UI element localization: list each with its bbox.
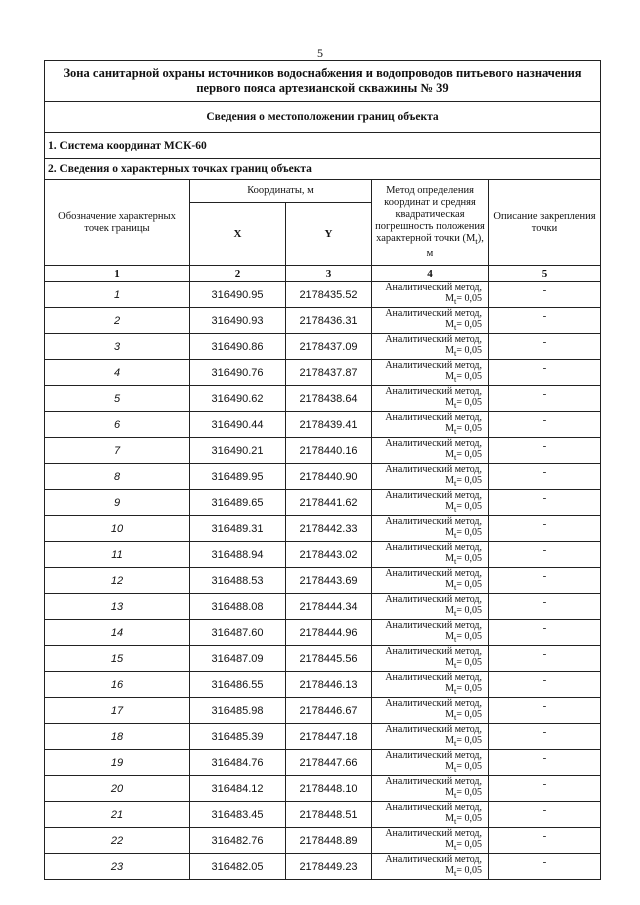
fixation-description: - xyxy=(489,594,601,620)
fixation-description: - xyxy=(489,438,601,464)
table-row xyxy=(45,438,601,464)
method-line: Аналитический метод, xyxy=(385,698,482,709)
coord-x: 316490.62 xyxy=(190,386,286,412)
coord-y: 2178445.56 xyxy=(286,646,372,672)
method-cell xyxy=(372,568,489,594)
coord-x: 316482.05 xyxy=(190,854,286,880)
coord-x: 316486.55 xyxy=(190,672,286,698)
coord-y: 2178440.90 xyxy=(286,464,372,490)
point-number: 9 xyxy=(45,490,190,516)
table-row xyxy=(45,776,601,802)
table-row xyxy=(45,464,601,490)
header-coordinates: Координаты, м xyxy=(190,180,372,203)
fixation-description: - xyxy=(489,750,601,776)
method-line: Аналитический метод, xyxy=(385,854,482,865)
table-row xyxy=(45,750,601,776)
method-line: Аналитический метод, xyxy=(385,594,482,605)
accuracy-line: $M_t= 0,05$ xyxy=(445,501,482,514)
method-cell xyxy=(372,646,489,672)
points-heading: 2. Сведения о характерных точках границ объекта xyxy=(45,159,601,180)
fixation-description: - xyxy=(489,308,601,334)
fixation-description: - xyxy=(489,646,601,672)
method-cell xyxy=(372,672,489,698)
coord-y: 2178438.64 xyxy=(286,386,372,412)
method-cell xyxy=(372,620,489,646)
coord-y: 2178439.41 xyxy=(286,412,372,438)
point-number: 5 xyxy=(45,386,190,412)
table-row xyxy=(45,828,601,854)
point-number: 14 xyxy=(45,620,190,646)
header-description: Описание закрепления точки xyxy=(489,180,601,266)
coord-y: 2178447.66 xyxy=(286,750,372,776)
method-line: Аналитический метод, xyxy=(385,646,482,657)
fixation-description: - xyxy=(489,568,601,594)
fixation-description: - xyxy=(489,360,601,386)
coord-x: 316483.45 xyxy=(190,802,286,828)
coord-y: 2178443.69 xyxy=(286,568,372,594)
accuracy-line: $M_t= 0,05$ xyxy=(445,579,482,592)
coord-x: 316488.08 xyxy=(190,594,286,620)
method-line: Аналитический метод, xyxy=(385,308,482,319)
method-cell xyxy=(372,698,489,724)
accuracy-line: $M_t= 0,05$ xyxy=(445,475,482,488)
table-row xyxy=(45,308,601,334)
method-cell xyxy=(372,308,489,334)
coord-y: 2178449.23 xyxy=(286,854,372,880)
fixation-description: - xyxy=(489,490,601,516)
method-line: Аналитический метод, xyxy=(385,334,482,345)
coord-x: 316485.39 xyxy=(190,724,286,750)
points-heading-row xyxy=(45,159,601,180)
point-number: 2 xyxy=(45,308,190,334)
section-title: Сведения о местоположении границ объекта xyxy=(45,102,601,133)
method-cell xyxy=(372,724,489,750)
coord-y: 2178448.10 xyxy=(286,776,372,802)
coord-y: 2178444.96 xyxy=(286,620,372,646)
coord-x: 316490.93 xyxy=(190,308,286,334)
accuracy-line: $M_t= 0,05$ xyxy=(445,293,482,306)
accuracy-line: $M_t= 0,05$ xyxy=(445,735,482,748)
accuracy-line: $M_t= 0,05$ xyxy=(445,631,482,644)
fixation-description: - xyxy=(489,412,601,438)
fixation-description: - xyxy=(489,516,601,542)
method-line: Аналитический метод, xyxy=(385,386,482,397)
point-number: 18 xyxy=(45,724,190,750)
coord-x: 316490.86 xyxy=(190,334,286,360)
page-number: 5 xyxy=(317,46,323,60)
table-row xyxy=(45,724,601,750)
point-number: 12 xyxy=(45,568,190,594)
coord-x: 316484.12 xyxy=(190,776,286,802)
coord-y: 2178444.34 xyxy=(286,594,372,620)
column-number: 1 xyxy=(45,266,190,282)
boundary-points-table xyxy=(44,60,601,880)
column-number: 2 xyxy=(190,266,286,282)
method-line: Аналитический метод, xyxy=(385,360,482,371)
column-number: 3 xyxy=(286,266,372,282)
header-y: Y xyxy=(286,203,372,266)
point-number: 16 xyxy=(45,672,190,698)
coord-y: 2178442.33 xyxy=(286,516,372,542)
header-designation: Обозначение характерных точек границы xyxy=(45,180,190,266)
table-row xyxy=(45,490,601,516)
coord-y: 2178448.51 xyxy=(286,802,372,828)
method-line: Аналитический метод, xyxy=(385,542,482,553)
coord-y: 2178448.89 xyxy=(286,828,372,854)
coord-x: 316487.09 xyxy=(190,646,286,672)
method-line: Аналитический метод, xyxy=(385,490,482,501)
coord-x: 316490.95 xyxy=(190,282,286,308)
method-cell xyxy=(372,750,489,776)
fixation-description: - xyxy=(489,542,601,568)
accuracy-line: $M_t= 0,05$ xyxy=(445,813,482,826)
fixation-description: - xyxy=(489,464,601,490)
coord-y: 2178441.62 xyxy=(286,490,372,516)
accuracy-line: $M_t= 0,05$ xyxy=(445,449,482,462)
coord-y: 2178435.52 xyxy=(286,282,372,308)
method-line: Аналитический метод, xyxy=(385,802,482,813)
accuracy-line: $M_t= 0,05$ xyxy=(445,319,482,332)
table-row xyxy=(45,854,601,880)
table-row xyxy=(45,802,601,828)
point-number: 15 xyxy=(45,646,190,672)
coord-x: 316485.98 xyxy=(190,698,286,724)
document-title: Зона санитарной охраны источников водоснабжения и водопроводов питьевого назначения первого пояса артезианской скважины № 39 xyxy=(45,61,601,102)
fixation-description: - xyxy=(489,698,601,724)
column-number: 4 xyxy=(372,266,489,282)
point-number: 4 xyxy=(45,360,190,386)
accuracy-line: $M_t= 0,05$ xyxy=(445,345,482,358)
accuracy-line: $M_t= 0,05$ xyxy=(445,657,482,670)
method-cell xyxy=(372,776,489,802)
table-row xyxy=(45,282,601,308)
method-cell xyxy=(372,438,489,464)
method-cell xyxy=(372,828,489,854)
coord-y: 2178446.67 xyxy=(286,698,372,724)
header-method: Метод определения координат и средняя квадратическая погрешность положения характерной точки $(M_t)$, м xyxy=(372,180,489,266)
table-row xyxy=(45,412,601,438)
method-line: Аналитический метод, xyxy=(385,828,482,839)
coord-y: 2178440.16 xyxy=(286,438,372,464)
header-x: X xyxy=(190,203,286,266)
table-row xyxy=(45,516,601,542)
coord-x: 316489.95 xyxy=(190,464,286,490)
coord-y: 2178443.02 xyxy=(286,542,372,568)
point-number: 11 xyxy=(45,542,190,568)
point-number: 23 xyxy=(45,854,190,880)
fixation-description: - xyxy=(489,802,601,828)
method-cell xyxy=(372,464,489,490)
fixation-description: - xyxy=(489,386,601,412)
coord-x: 316490.44 xyxy=(190,412,286,438)
point-number: 1 xyxy=(45,282,190,308)
method-cell xyxy=(372,386,489,412)
table-row xyxy=(45,594,601,620)
method-cell xyxy=(372,542,489,568)
accuracy-line: $M_t= 0,05$ xyxy=(445,423,482,436)
coord-x: 316490.76 xyxy=(190,360,286,386)
method-cell xyxy=(372,490,489,516)
method-line: Аналитический метод, xyxy=(385,750,482,761)
accuracy-line: $M_t= 0,05$ xyxy=(445,839,482,852)
table-row xyxy=(45,542,601,568)
coord-system: 1. Система координат МСК-60 xyxy=(45,133,601,159)
coord-x: 316482.76 xyxy=(190,828,286,854)
table-row xyxy=(45,672,601,698)
point-number: 21 xyxy=(45,802,190,828)
coord-x: 316488.94 xyxy=(190,542,286,568)
method-line: Аналитический метод, xyxy=(385,672,482,683)
coord-y: 2178437.87 xyxy=(286,360,372,386)
method-line: Аналитический метод, xyxy=(385,724,482,735)
method-line: Аналитический метод, xyxy=(385,620,482,631)
coord-x: 316488.53 xyxy=(190,568,286,594)
fixation-description: - xyxy=(489,828,601,854)
coord-y: 2178446.13 xyxy=(286,672,372,698)
point-number: 19 xyxy=(45,750,190,776)
method-cell xyxy=(372,516,489,542)
accuracy-line: $M_t= 0,05$ xyxy=(445,397,482,410)
coord-x: 316487.60 xyxy=(190,620,286,646)
accuracy-line: $M_t= 0,05$ xyxy=(445,605,482,618)
table-row xyxy=(45,568,601,594)
point-number: 22 xyxy=(45,828,190,854)
point-number: 6 xyxy=(45,412,190,438)
point-number: 10 xyxy=(45,516,190,542)
fixation-description: - xyxy=(489,672,601,698)
accuracy-line: $M_t= 0,05$ xyxy=(445,709,482,722)
coord-y: 2178447.18 xyxy=(286,724,372,750)
fixation-description: - xyxy=(489,724,601,750)
method-cell xyxy=(372,360,489,386)
coord-y: 2178436.31 xyxy=(286,308,372,334)
method-cell xyxy=(372,802,489,828)
coord-x: 316490.21 xyxy=(190,438,286,464)
header-row-1 xyxy=(45,180,601,203)
point-number: 7 xyxy=(45,438,190,464)
table-row xyxy=(45,646,601,672)
coord-x: 316484.76 xyxy=(190,750,286,776)
point-number: 13 xyxy=(45,594,190,620)
column-numbers-row xyxy=(45,266,601,282)
accuracy-line: $M_t= 0,05$ xyxy=(445,787,482,800)
coord-system-row xyxy=(45,133,601,159)
table-row xyxy=(45,386,601,412)
column-number: 5 xyxy=(489,266,601,282)
method-line: Аналитический метод, xyxy=(385,412,482,423)
fixation-description: - xyxy=(489,334,601,360)
method-cell xyxy=(372,594,489,620)
method-line: Аналитический метод, xyxy=(385,776,482,787)
method-cell xyxy=(372,412,489,438)
coord-x: 316489.65 xyxy=(190,490,286,516)
point-number: 20 xyxy=(45,776,190,802)
coord-y: 2178437.09 xyxy=(286,334,372,360)
table-row xyxy=(45,620,601,646)
method-line: Аналитический метод, xyxy=(385,568,482,579)
accuracy-line: $M_t= 0,05$ xyxy=(445,683,482,696)
table-row xyxy=(45,334,601,360)
fixation-description: - xyxy=(489,620,601,646)
method-cell xyxy=(372,282,489,308)
fixation-description: - xyxy=(489,854,601,880)
section-row xyxy=(45,102,601,133)
point-number: 17 xyxy=(45,698,190,724)
accuracy-line: $M_t= 0,05$ xyxy=(445,371,482,384)
title-row xyxy=(45,61,601,102)
method-cell xyxy=(372,334,489,360)
method-line: Аналитический метод, xyxy=(385,438,482,449)
fixation-description: - xyxy=(489,282,601,308)
accuracy-line: $M_t= 0,05$ xyxy=(445,527,482,540)
fixation-description: - xyxy=(489,776,601,802)
accuracy-line: $M_t= 0,05$ xyxy=(445,865,482,878)
table-row xyxy=(45,698,601,724)
method-cell xyxy=(372,854,489,880)
method-line: Аналитический метод, xyxy=(385,464,482,475)
table-row xyxy=(45,360,601,386)
accuracy-line: $M_t= 0,05$ xyxy=(445,761,482,774)
method-line: Аналитический метод, xyxy=(385,282,482,293)
accuracy-line: $M_t= 0,05$ xyxy=(445,553,482,566)
coord-x: 316489.31 xyxy=(190,516,286,542)
point-number: 3 xyxy=(45,334,190,360)
method-line: Аналитический метод, xyxy=(385,516,482,527)
point-number: 8 xyxy=(45,464,190,490)
